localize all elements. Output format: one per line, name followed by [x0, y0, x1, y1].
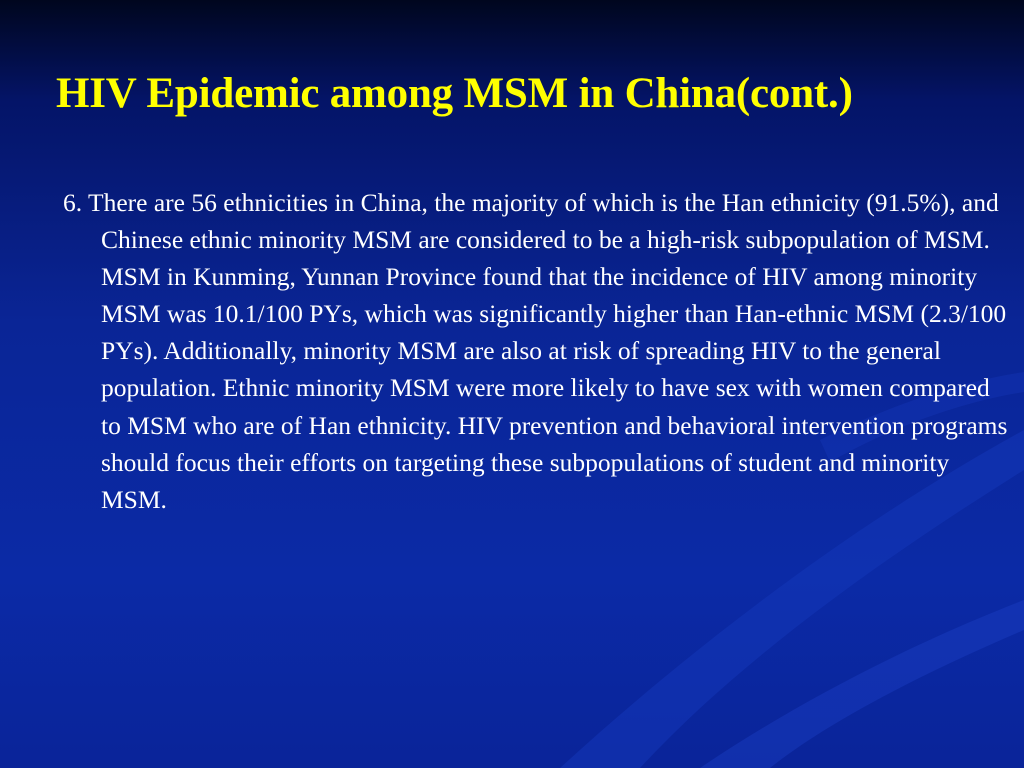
slide-title: HIV Epidemic among MSM in China(cont.) — [56, 70, 853, 117]
slide-body-paragraph: 6. There are 56 ethnicities in China, the majority of which is the Han ethnicity (91.5%), and Chinese ethnic minority MSM are considered to be a high-risk subpopulation of MSM. MSM in Kunming, Yunnan Province found that the incidence of HIV among minority MSM was 10.1/100 PYs, which was significantly higher than Han-ethnic MSM (2.3/100 PYs). Additionally, minority MSM are also at risk of spreading HIV to the general population. Ethnic minority MSM were more likely to have sex with women compared to MSM who are of Han ethnicity. HIV prevention and behavioral intervention programs should focus their efforts on targeting these subpopulations of student and minority MSM. — [63, 188, 1008, 514]
